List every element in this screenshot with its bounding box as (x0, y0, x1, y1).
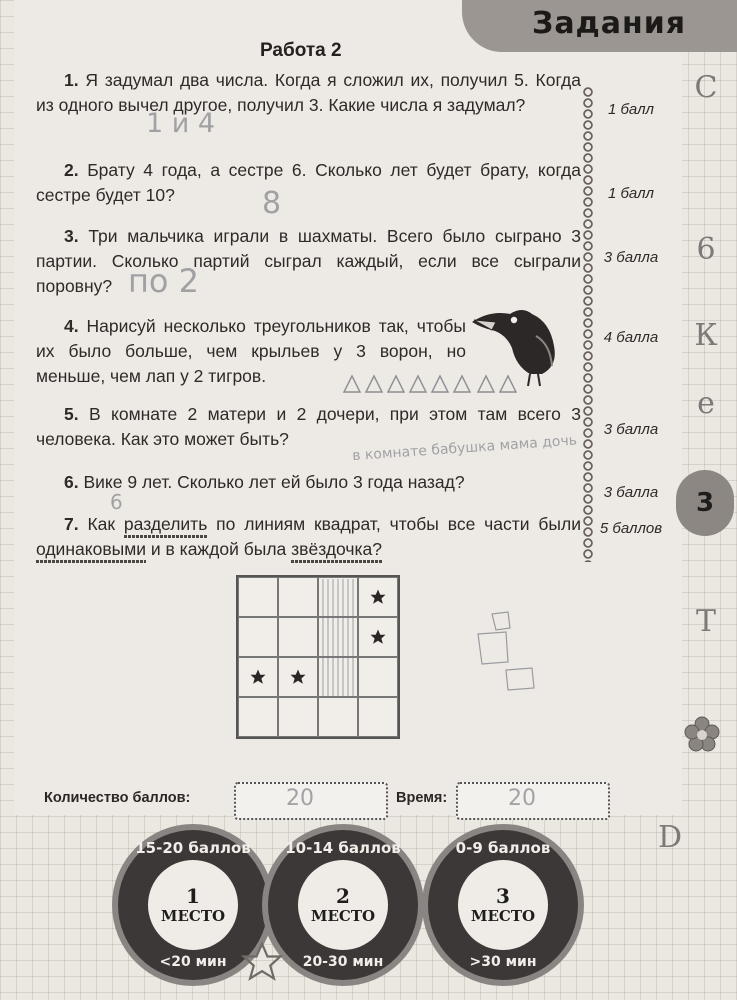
badge-time: 20-30 мин (302, 954, 384, 970)
underlined-word: разделить (123, 514, 208, 534)
grid-cell (318, 577, 358, 617)
triangle-icon (454, 376, 470, 392)
grid-cell (318, 697, 358, 737)
side-letter: 6 (696, 232, 716, 267)
handwritten-answer: 6 (110, 490, 123, 514)
grid-cell (238, 657, 278, 697)
crow-icon (470, 300, 565, 390)
grid-cell (278, 697, 318, 737)
task-number: 2. (64, 160, 79, 180)
pencil-sketch (472, 604, 562, 694)
grid-cell (238, 697, 278, 737)
badge-center (148, 860, 238, 950)
triangle-icon (432, 376, 448, 392)
task-2-score: 1 балл (607, 185, 655, 202)
badge-word: МЕСТО (160, 907, 226, 925)
task-text: В комнате 2 матери и 2 дочери, при этом там всего 3 человека. Как это может быть? (36, 404, 581, 449)
triangle-icon (344, 376, 360, 392)
task-number: 6. (64, 472, 79, 492)
task-4-score: 4 балла (603, 329, 659, 346)
task-text: и в каждой была (146, 539, 292, 559)
task-6-score: 3 балла (603, 484, 659, 501)
section-number-badge: 3 (676, 470, 734, 536)
grid-cell (278, 617, 318, 657)
side-letter: D (657, 820, 683, 855)
handwritten-answer: 8 (262, 186, 282, 221)
handwritten-points: 20 (286, 786, 314, 811)
badge-center (298, 860, 388, 950)
task-1-score: 1 балл (607, 101, 655, 118)
points-field[interactable] (234, 782, 388, 820)
task-text: Я задумал два числа. Когда я сложил их, получил 5. Когда из одного вычел другое, получил 3. Какие числа я задумал? (36, 70, 581, 115)
handwritten-answer: 1 и 4 (146, 108, 216, 139)
grid-cell (278, 657, 318, 697)
task-number: 7. (64, 514, 79, 534)
side-letter: е (697, 386, 715, 421)
grid-cell (358, 697, 398, 737)
side-letter: Т (695, 604, 716, 639)
star-icon (289, 668, 307, 686)
underlined-word: одинаковыми (36, 539, 146, 559)
star-icon (369, 628, 387, 646)
badge-range: 10-14 баллов (285, 839, 401, 857)
task-text: Брату 4 года, а сестре 6. Сколько лет будет брату, когда сестре будет 10? (36, 160, 581, 205)
handwritten-answer: в комнате бабушка мама дочь (351, 432, 578, 465)
badge-time: >30 мин (469, 954, 537, 970)
grid-cell (238, 577, 278, 617)
task-1 (36, 68, 581, 118)
task-text: по линиям квадрат, чтобы все части были (207, 514, 581, 534)
section-title: Задания (532, 6, 687, 41)
chain-divider (582, 86, 594, 562)
task-text: Три мальчика играли в шахматы. Всего было сыграно 3 партии. Сколько партий сыграл каждый, если все сыграли поровну? (36, 226, 581, 296)
handwritten-answer: по 2 (128, 262, 200, 300)
star-outline-icon (240, 940, 284, 984)
section-header-tab (462, 0, 737, 52)
points-label: Количество баллов: (44, 790, 191, 806)
task-number: 5. (64, 404, 79, 424)
task-text: Как (87, 514, 124, 534)
handwritten-time: 20 (508, 786, 536, 811)
task-2 (36, 158, 581, 208)
flower-icon (684, 716, 720, 752)
side-letter: С (694, 70, 718, 105)
side-letter: К (694, 318, 718, 353)
badge-word: МЕСТО (310, 907, 376, 925)
task-number: 3. (64, 226, 79, 246)
badge-place: 1 (186, 884, 200, 908)
triangle-icon (366, 376, 382, 392)
task-5-score: 3 балла (603, 421, 659, 438)
grid-cell (358, 577, 398, 617)
task-7 (36, 512, 581, 562)
task-3 (36, 224, 581, 299)
grid-cell (358, 657, 398, 697)
time-label: Время: (396, 790, 448, 806)
grid-cell (318, 657, 358, 697)
badge-range: 15-20 баллов (135, 839, 251, 857)
triangle-icon (388, 376, 404, 392)
task-number: 1. (64, 70, 79, 90)
grid-cell (278, 577, 318, 617)
badge-time: <20 мин (159, 954, 227, 970)
grid-cell (358, 617, 398, 657)
star-icon (249, 668, 267, 686)
time-field[interactable] (456, 782, 610, 820)
task-number: 4. (64, 316, 79, 336)
grid-cell (318, 617, 358, 657)
grid-cell (238, 617, 278, 657)
badge-place: 3 (496, 884, 510, 908)
task-text: Вике 9 лет. Сколько лет ей было 3 года назад? (83, 472, 465, 492)
badge-center (458, 860, 548, 950)
underlined-word: звёздочка? (291, 539, 383, 559)
badge-place: 2 (336, 884, 350, 908)
square-grid (236, 575, 400, 739)
badge-word: МЕСТО (470, 907, 536, 925)
triangle-icon (410, 376, 426, 392)
place-badge-2 (268, 830, 418, 980)
task-3-score: 3 балла (603, 249, 659, 266)
work-title: Работа 2 (260, 40, 342, 61)
task-7-score: 5 баллов (599, 520, 663, 537)
star-icon (369, 588, 387, 606)
task-text: Нарисуй несколько треугольников так, чтобы их было больше, чем крыльев у 3 ворон, но меньше, чем лап у 2 тигров. (36, 316, 466, 386)
place-badge-3 (428, 830, 578, 980)
badge-range: 0-9 баллов (455, 839, 551, 857)
